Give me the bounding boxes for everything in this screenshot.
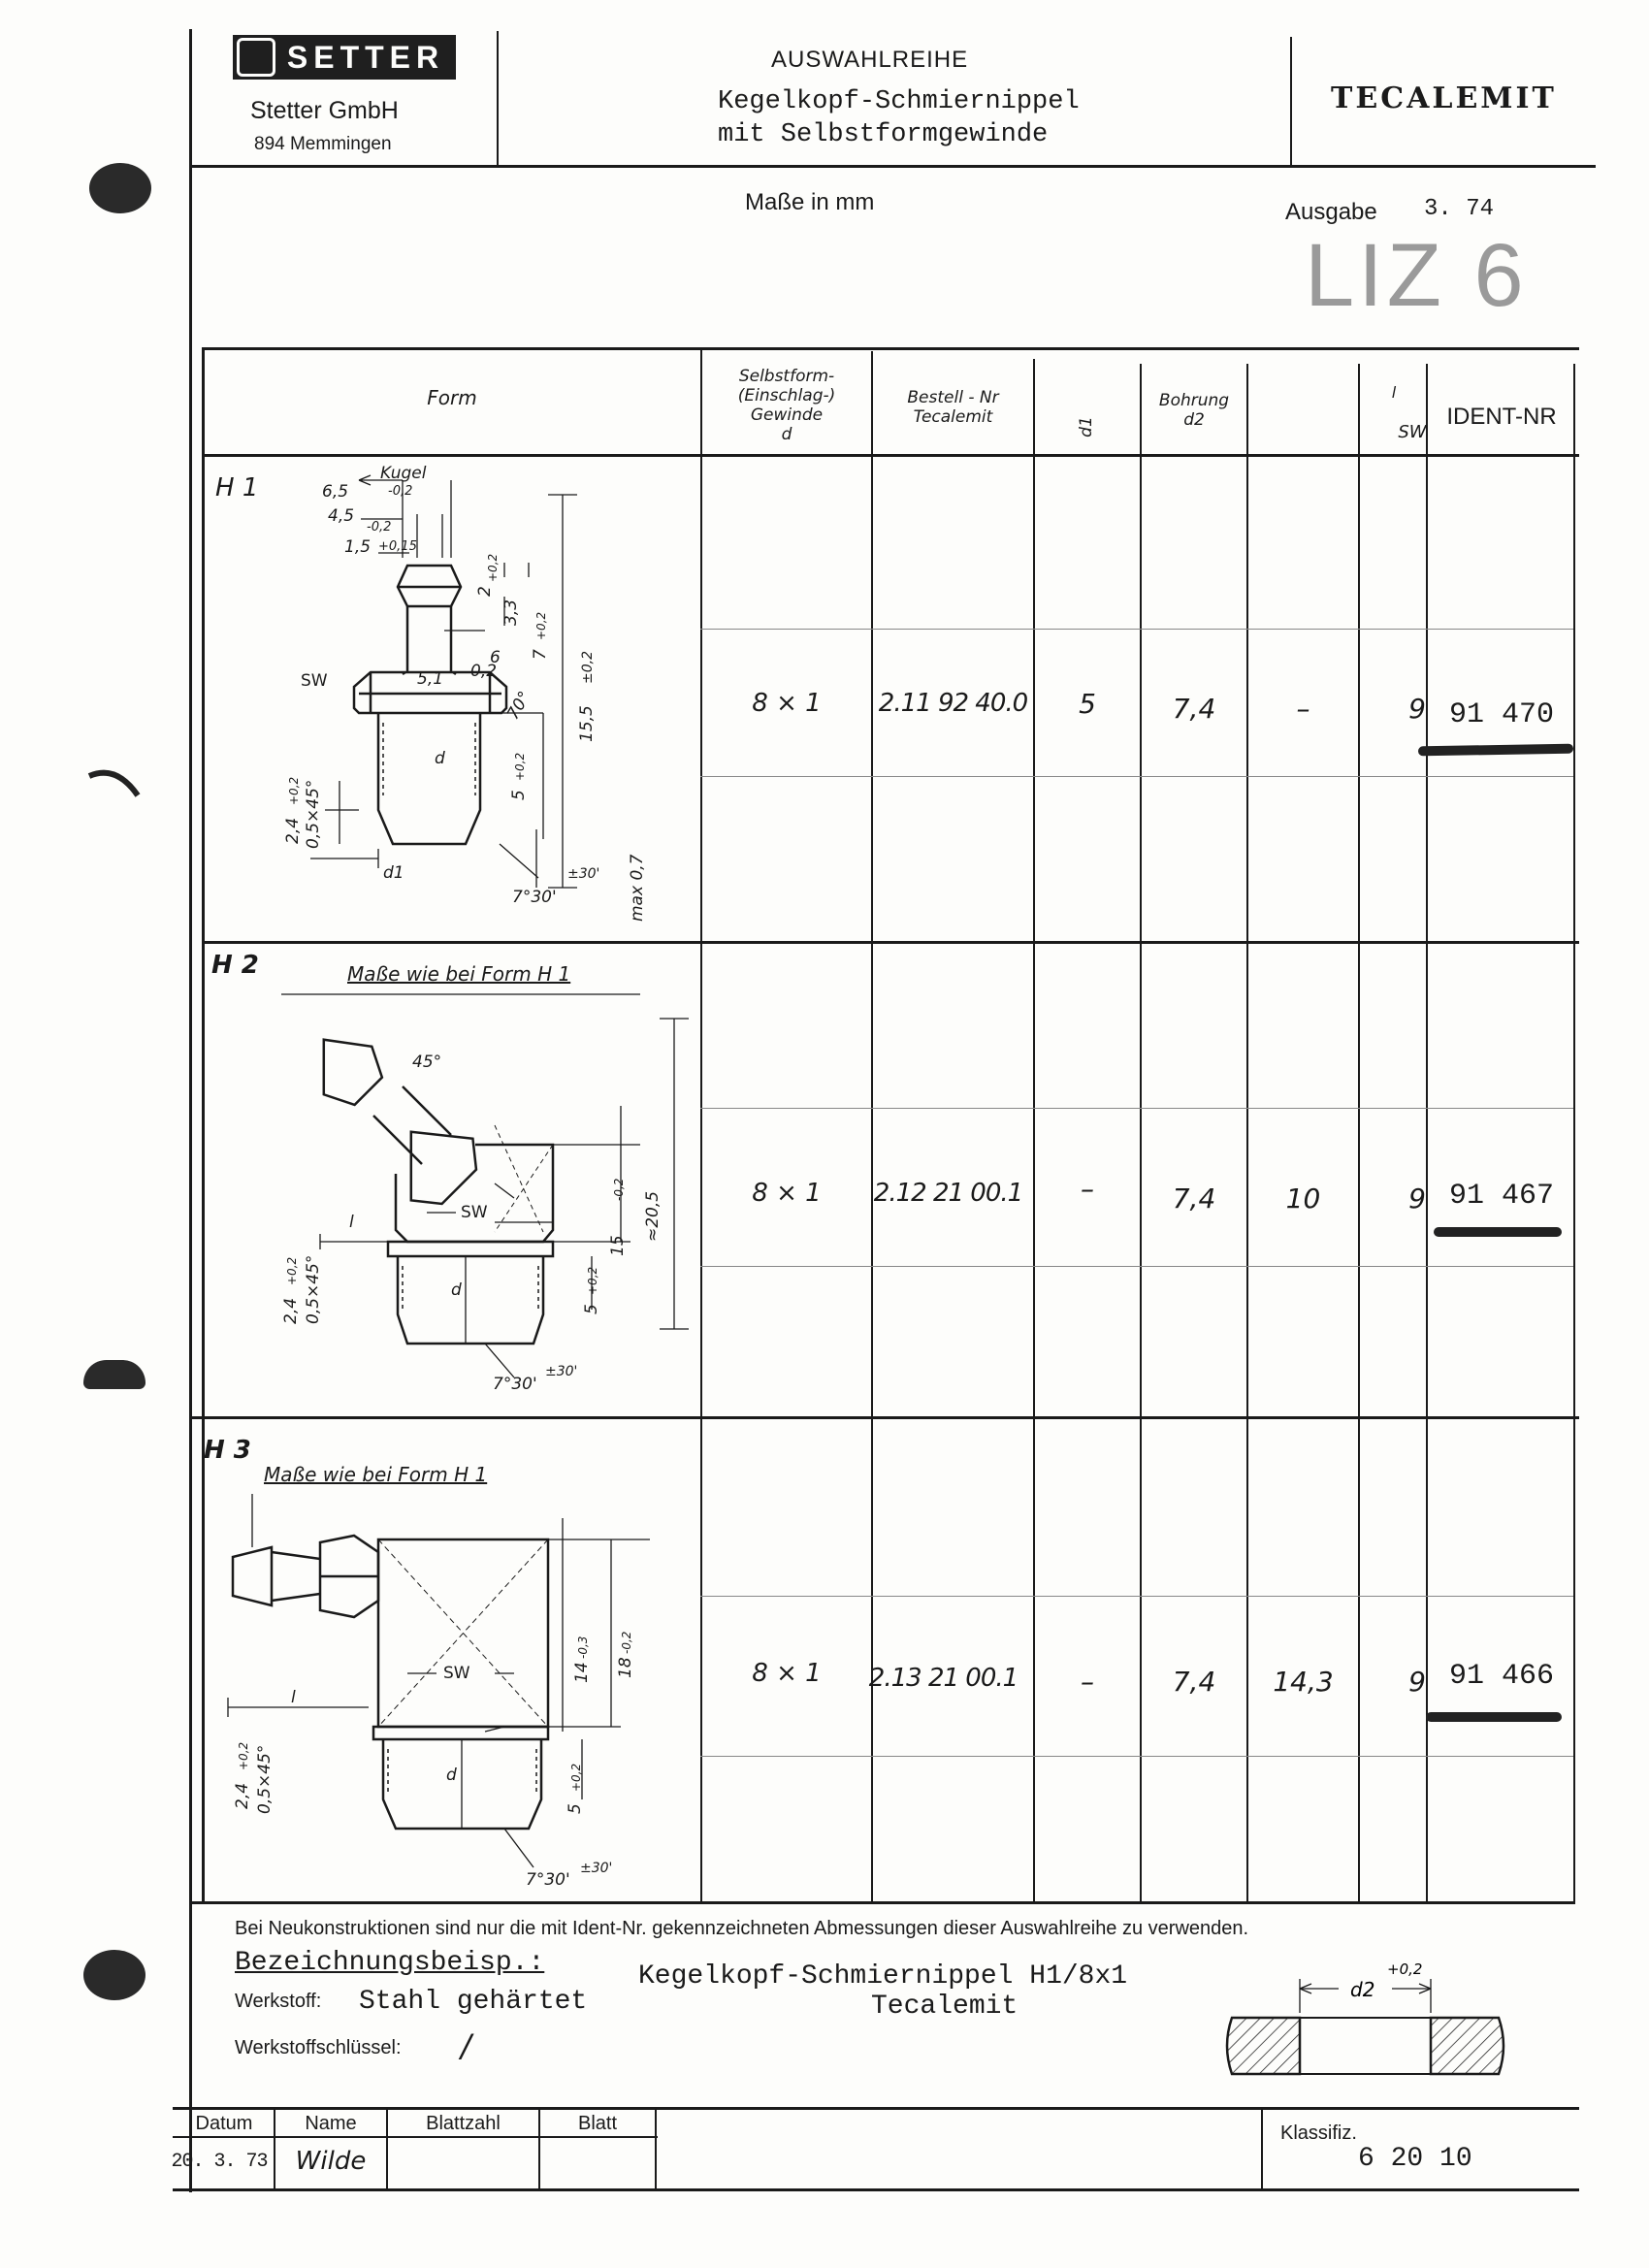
h1-dim-2: 2 bbox=[475, 586, 495, 597]
h1-dim-d: d bbox=[435, 749, 445, 768]
series-label: AUSWAHLREIHE bbox=[771, 47, 969, 73]
h3-dim-sw: SW bbox=[443, 1664, 470, 1683]
h2-dim-chamfer: 0,5×45° bbox=[304, 1254, 323, 1324]
titleblock-datum-value: 20. 3. 73 bbox=[171, 2150, 268, 2173]
header-order-no: Bestell - Nr Tecalemit bbox=[907, 388, 999, 427]
h1-dim-33: 3,3 bbox=[501, 599, 521, 626]
bore-detail-d2: d2 bbox=[1350, 1978, 1375, 2001]
h2-dim-24: 2,4 bbox=[281, 1297, 301, 1324]
h1-dim-chamfer: 0,5×45° bbox=[304, 779, 323, 849]
h2-dim-15-tol: -0,2 bbox=[612, 1178, 626, 1201]
row-div-2 bbox=[192, 1416, 1579, 1419]
drawing-h3 bbox=[213, 1479, 640, 1890]
h1-dim-15-tol: +0,15 bbox=[378, 539, 417, 554]
edition-label: Ausgabe bbox=[1285, 199, 1377, 225]
h1-dim-angle: 7°30' bbox=[512, 888, 557, 907]
h3-dim-angle: 7°30' bbox=[526, 1870, 570, 1890]
row2-sw: 9 bbox=[1408, 1182, 1426, 1215]
example-value: Kegelkopf-Schmiernippel H1/8x1 bbox=[638, 1961, 1128, 1992]
edition-value: 3. 74 bbox=[1424, 196, 1495, 222]
punch-hole-bottom bbox=[83, 1950, 146, 2000]
row1-form-label: H 1 bbox=[215, 473, 259, 502]
h1-dim-24: 2,4 bbox=[283, 817, 303, 844]
h1-dim-45-tol: -0,2 bbox=[367, 520, 392, 535]
row2-ident-underline bbox=[1434, 1227, 1562, 1237]
h3-dim-24-tol: +0,2 bbox=[237, 1741, 250, 1770]
row1-order-no: 2.11 92 40.0 bbox=[878, 689, 1028, 718]
document-title-line1: Kegelkopf-Schmiernippel bbox=[718, 87, 1080, 116]
row3-bore: 7,4 bbox=[1172, 1665, 1216, 1698]
row2-ident: 91 467 bbox=[1448, 1180, 1555, 1213]
row3-ident-underline bbox=[1426, 1712, 1562, 1722]
table-left bbox=[202, 347, 205, 1904]
row2-form-label: H 2 bbox=[211, 951, 259, 980]
h1-dim-kugel-tol: -0,2 bbox=[388, 484, 413, 499]
row3-thread: 8 × 1 bbox=[752, 1659, 822, 1688]
titleblock-div4 bbox=[655, 2109, 657, 2190]
frame-header-bottom bbox=[189, 165, 1596, 168]
bore-detail-drawing bbox=[1222, 1960, 1513, 2076]
table-header-bottom bbox=[202, 454, 1579, 457]
company-name: Stetter GmbH bbox=[250, 97, 399, 124]
h3-dim-d: d bbox=[446, 1766, 457, 1785]
logo-emblem-icon bbox=[237, 38, 275, 77]
row2-sub-a bbox=[700, 1108, 1573, 1109]
row3-sw: 9 bbox=[1408, 1665, 1426, 1698]
drawing-h1 bbox=[262, 461, 689, 922]
row3-note: Maße wie bei Form H 1 bbox=[264, 1463, 488, 1486]
h1-dim-7-tol: +0,2 bbox=[534, 611, 548, 640]
titleblock-datum-header: Datum bbox=[195, 2112, 253, 2134]
header-sw: SW bbox=[1398, 421, 1427, 442]
h1-dim-5-tol: +0,2 bbox=[513, 752, 527, 781]
material-key-label: Werkstoffschlüssel: bbox=[235, 2037, 402, 2058]
header-ident: IDENT-NR bbox=[1446, 404, 1557, 430]
row3-sub-b bbox=[700, 1756, 1573, 1757]
h2-dim-angle-tol: ±30' bbox=[545, 1364, 578, 1379]
h1-dim-24-tol: +0,2 bbox=[287, 776, 301, 805]
row2-d1: – bbox=[1081, 1172, 1094, 1205]
h1-dim-15: 1,5 bbox=[344, 537, 372, 557]
row3-l: 14,3 bbox=[1273, 1665, 1334, 1698]
row1-l: – bbox=[1296, 692, 1310, 725]
h2-dim-d: d bbox=[451, 1280, 462, 1300]
table-bottom bbox=[192, 1901, 1575, 1904]
titleblock-name-header: Name bbox=[305, 2112, 357, 2134]
h1-dim-angle-tol: ±30' bbox=[567, 866, 600, 882]
h2-dim-205: ≈20,5 bbox=[643, 1190, 663, 1242]
h1-dim-7: 7 bbox=[531, 649, 550, 660]
titleblock-blattzahl-header: Blattzahl bbox=[426, 2112, 501, 2134]
h3-dim-18-tol: -0,2 bbox=[620, 1631, 633, 1654]
h1-dim-02: 0,2 bbox=[470, 662, 498, 681]
row3-order-no: 2.13 21 00.1 bbox=[868, 1664, 1018, 1693]
row2-thread: 8 × 1 bbox=[752, 1179, 822, 1208]
titleblock-mid bbox=[173, 2136, 658, 2138]
h3-dim-14: 14 bbox=[572, 1662, 592, 1683]
row1-ident: 91 470 bbox=[1448, 698, 1555, 731]
h2-dim-24-tol: +0,2 bbox=[285, 1256, 299, 1285]
h3-dim-18: 18 bbox=[616, 1657, 635, 1678]
row1-sub-b bbox=[700, 776, 1573, 777]
h1-dim-5: 5 bbox=[509, 790, 529, 800]
row1-sub-a bbox=[700, 629, 1573, 630]
header-thread: Selbstform- (Einschlag-) Gewinde d bbox=[737, 367, 836, 444]
h3-dim-5-tol: +0,2 bbox=[569, 1763, 583, 1792]
h1-dim-6: 6 bbox=[490, 648, 501, 667]
row-div-1 bbox=[202, 941, 1579, 944]
h1-dim-51: 5,1 bbox=[417, 669, 444, 689]
header-d1: d1 bbox=[1077, 416, 1096, 437]
bore-detail-tol: +0,2 bbox=[1387, 1960, 1423, 1978]
h1-dim-70deg: 70° bbox=[503, 688, 535, 724]
h3-dim-chamfer: 0,5×45° bbox=[255, 1744, 275, 1814]
h3-dim-angle-tol: ±30' bbox=[580, 1861, 613, 1876]
h2-dim-5: 5 bbox=[582, 1304, 601, 1314]
row3-d1: – bbox=[1081, 1665, 1094, 1698]
punch-hole-top bbox=[89, 163, 151, 213]
footer-note: Bei Neukonstruktionen sind nur die mit Ident-Nr. gekennzeichneten Abmessungen dieser Auswahlreihe zu verwenden. bbox=[235, 1918, 1249, 1939]
h2-dim-sw: SW bbox=[461, 1203, 488, 1222]
titleblock-bottom bbox=[173, 2188, 1579, 2191]
titleblock-name-value: Wilde bbox=[295, 2147, 367, 2176]
example-label: Bezeichnungsbeisp.: bbox=[235, 1948, 545, 1978]
row1-d1: 5 bbox=[1079, 687, 1096, 720]
header-bore: Bohrung d2 bbox=[1158, 391, 1230, 430]
row2-bore: 7,4 bbox=[1172, 1182, 1216, 1215]
row3-sub-a bbox=[700, 1596, 1573, 1597]
row1-bore: 7,4 bbox=[1172, 692, 1216, 725]
h1-dim-d1: d1 bbox=[383, 863, 404, 883]
h1-dim-65: 6,5 bbox=[322, 482, 349, 502]
brand-logo: TECALEMIT bbox=[1331, 81, 1557, 115]
material-key-value: / bbox=[461, 2027, 471, 2064]
drawing-h2 bbox=[262, 980, 689, 1416]
company-logo bbox=[233, 35, 456, 80]
h1-dim-max: max 0,7 bbox=[628, 854, 647, 922]
header-l: l bbox=[1391, 382, 1397, 402]
h1-dim-kugel: Kugel bbox=[380, 464, 427, 483]
titleblock-top bbox=[173, 2107, 1579, 2110]
frame-header-div2 bbox=[1290, 37, 1292, 167]
row1-thread: 8 × 1 bbox=[752, 689, 822, 718]
h3-dim-14-tol: -0,3 bbox=[576, 1636, 590, 1659]
row2-note: Maße wie bei Form H 1 bbox=[347, 962, 571, 986]
row2-order-no: 2.12 21 00.1 bbox=[873, 1179, 1023, 1208]
klassifiz-value: 6 20 10 bbox=[1358, 2144, 1472, 2174]
row1-ident-underline bbox=[1418, 744, 1573, 757]
example-value2: Tecalemit bbox=[871, 1992, 1018, 2022]
titleblock-div5 bbox=[1261, 2109, 1263, 2190]
row2-sub-b bbox=[700, 1266, 1573, 1267]
company-city: 894 Memmingen bbox=[254, 134, 392, 154]
logo-text: SETTER bbox=[286, 39, 445, 75]
punch-hole-middle bbox=[83, 1360, 146, 1389]
h1-dim-155: 15,5 bbox=[577, 705, 597, 742]
h2-dim-15: 15 bbox=[608, 1235, 628, 1256]
material-value: Stahl gehärtet bbox=[359, 1987, 588, 2017]
titleblock-blatt-header: Blatt bbox=[577, 2112, 618, 2134]
h1-dim-sw: SW bbox=[301, 671, 328, 691]
document-title-line2: mit Selbstformgewinde bbox=[718, 120, 1049, 149]
h1-dim-155-tol: ±0,2 bbox=[580, 651, 596, 684]
frame-left bbox=[189, 29, 192, 2192]
frame-header-div1 bbox=[497, 31, 499, 167]
h2-dim-5-tol: +0,2 bbox=[586, 1266, 599, 1295]
table-top bbox=[202, 347, 1579, 350]
margin-mark bbox=[87, 757, 146, 815]
h1-dim-2-tol: +0,2 bbox=[486, 553, 500, 582]
units-note: Maße in mm bbox=[745, 189, 875, 215]
row3-ident: 91 466 bbox=[1448, 1660, 1555, 1693]
h2-dim-45deg: 45° bbox=[412, 1053, 442, 1072]
h2-dim-angle: 7°30' bbox=[493, 1375, 537, 1394]
h2-dim-l: l bbox=[349, 1213, 354, 1232]
h3-dim-5: 5 bbox=[566, 1803, 585, 1814]
header-form: Form bbox=[427, 386, 477, 409]
h3-dim-24: 2,4 bbox=[233, 1782, 252, 1809]
row1-sw: 9 bbox=[1408, 692, 1426, 725]
row2-l: 10 bbox=[1285, 1182, 1321, 1215]
h3-dim-l: l bbox=[291, 1688, 296, 1707]
stamp-liz: LIZ 6 bbox=[1305, 226, 1528, 325]
h1-dim-45: 4,5 bbox=[328, 506, 355, 526]
material-label: Werkstoff: bbox=[235, 1991, 322, 2012]
row3-form-label: H 3 bbox=[204, 1436, 251, 1465]
klassifiz-label: Klassifiz. bbox=[1280, 2122, 1357, 2144]
